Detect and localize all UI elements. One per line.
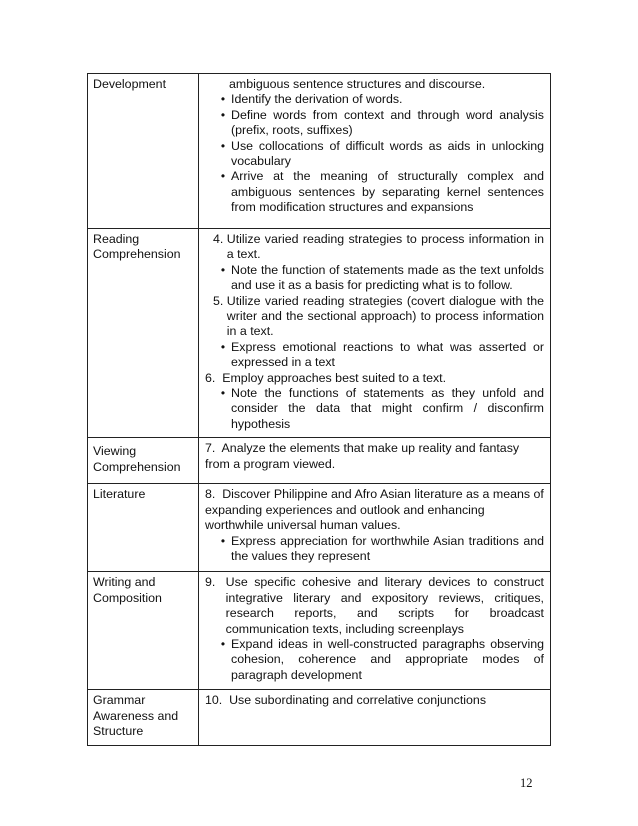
bullet-dot-icon: • [220,339,226,354]
competency-cell [199,572,551,690]
bullet-text: Use collocations of difficult words as aids in unlocking vocabulary [231,138,544,169]
bullet-dot-icon: • [220,262,226,277]
bullet-item [205,386,544,432]
learning-area-cell: Writing and Composition [88,572,199,690]
competency-cell [199,229,551,438]
learning-area-cell: Literature [88,484,199,572]
table-row [88,484,551,572]
bullet-dot-icon: • [220,107,226,122]
bullet-item [205,108,544,139]
bullet-item [205,637,544,683]
competency-cell [199,438,551,484]
bullet-dot-icon: • [220,138,226,153]
bullet-text: Expand ideas in well-constructed paragraphs observing cohesion, coherence and appropriate modes of paragraph development [231,636,544,682]
bullet-item [205,534,544,565]
bullet-item [205,139,544,170]
bullet-item [205,92,544,107]
competency-number: 5. [213,293,227,308]
table-row [88,690,551,745]
curriculum-table-body [88,74,551,746]
bullet-text: Express appreciation for worthwhile Asian traditions and the values they represent [231,533,544,563]
bullet-text: Arrive at the meaning of structurally complex and ambiguous sentences by separating kernel sentences from modification structures and expansions [231,169,544,215]
bullet-dot-icon: • [220,386,226,401]
numbered-competency [205,371,544,386]
bullet-item [205,169,544,215]
competency-text: 7. Analyze the elements that make up reality and fantasy from a program viewed. [205,441,523,471]
competency-text: Employ approaches best suited to a text. [222,370,447,385]
competency-cell [199,74,551,229]
competency-number: 4. [213,232,227,246]
competency-text: 8. Discover Philippine and Afro Asian literature as a means of expanding experiences and outlook and enhancing worthwhile universal human values. [205,487,548,533]
bullet-dot-icon: • [220,92,226,107]
competency-text: Use specific cohesive and literary devices to construct integrative literary and expository reviews, critiques, research reports, and scripts for broadcast communication texts, including screenplays [225,575,544,636]
bullet-text: Define words from context and through word analysis (prefix, roots, suffixes) [231,107,544,138]
page-number: 12 [520,776,533,790]
learning-area-cell: Reading Comprehension [88,229,199,438]
bullet-text: Note the functions of statements as they unfold and consider the data that might confirm / disconfirm hypothesis [231,386,544,431]
bullet-dot-icon: • [220,169,226,184]
numbered-competency [205,232,544,263]
bullet-text: Identify the derivation of words. [231,92,403,107]
competency-number: 9. [205,575,226,590]
bullet-dot-icon: • [220,533,226,548]
competency-text: Utilize varied reading strategies to process information in a text. [226,232,544,262]
learning-area-cell: Viewing Comprehension [88,438,199,484]
table-row [88,229,551,438]
competency-text: 10. Use subordinating and correlative conjunctions [205,693,487,708]
numbered-competency [205,294,544,340]
competency-cell [199,690,551,745]
competency-text: Utilize varied reading strategies (covert dialogue with the writer and the sectional approach) to process information in a text. [226,293,544,339]
numbered-competency [205,575,544,637]
bullet-item [205,263,544,294]
learning-area-cell: Grammar Awareness and Structure [88,690,199,745]
bullet-text: Note the function of statements made as the text unfolds and use it as a basis for predicting what is to follow. [231,262,544,293]
learning-area-cell: Development [88,74,199,229]
bullet-item [205,340,544,371]
curriculum-table [87,73,551,746]
continued-text: ambiguous sentence structures and discourse. [229,77,486,91]
table-row [88,572,551,690]
competency-number: 6. [205,370,223,385]
table-row [88,438,551,484]
table-row [88,74,551,229]
competency-cell [199,484,551,572]
bullet-dot-icon: • [220,636,226,651]
bullet-text: Express emotional reactions to what was asserted or expressed in a text [231,339,544,370]
